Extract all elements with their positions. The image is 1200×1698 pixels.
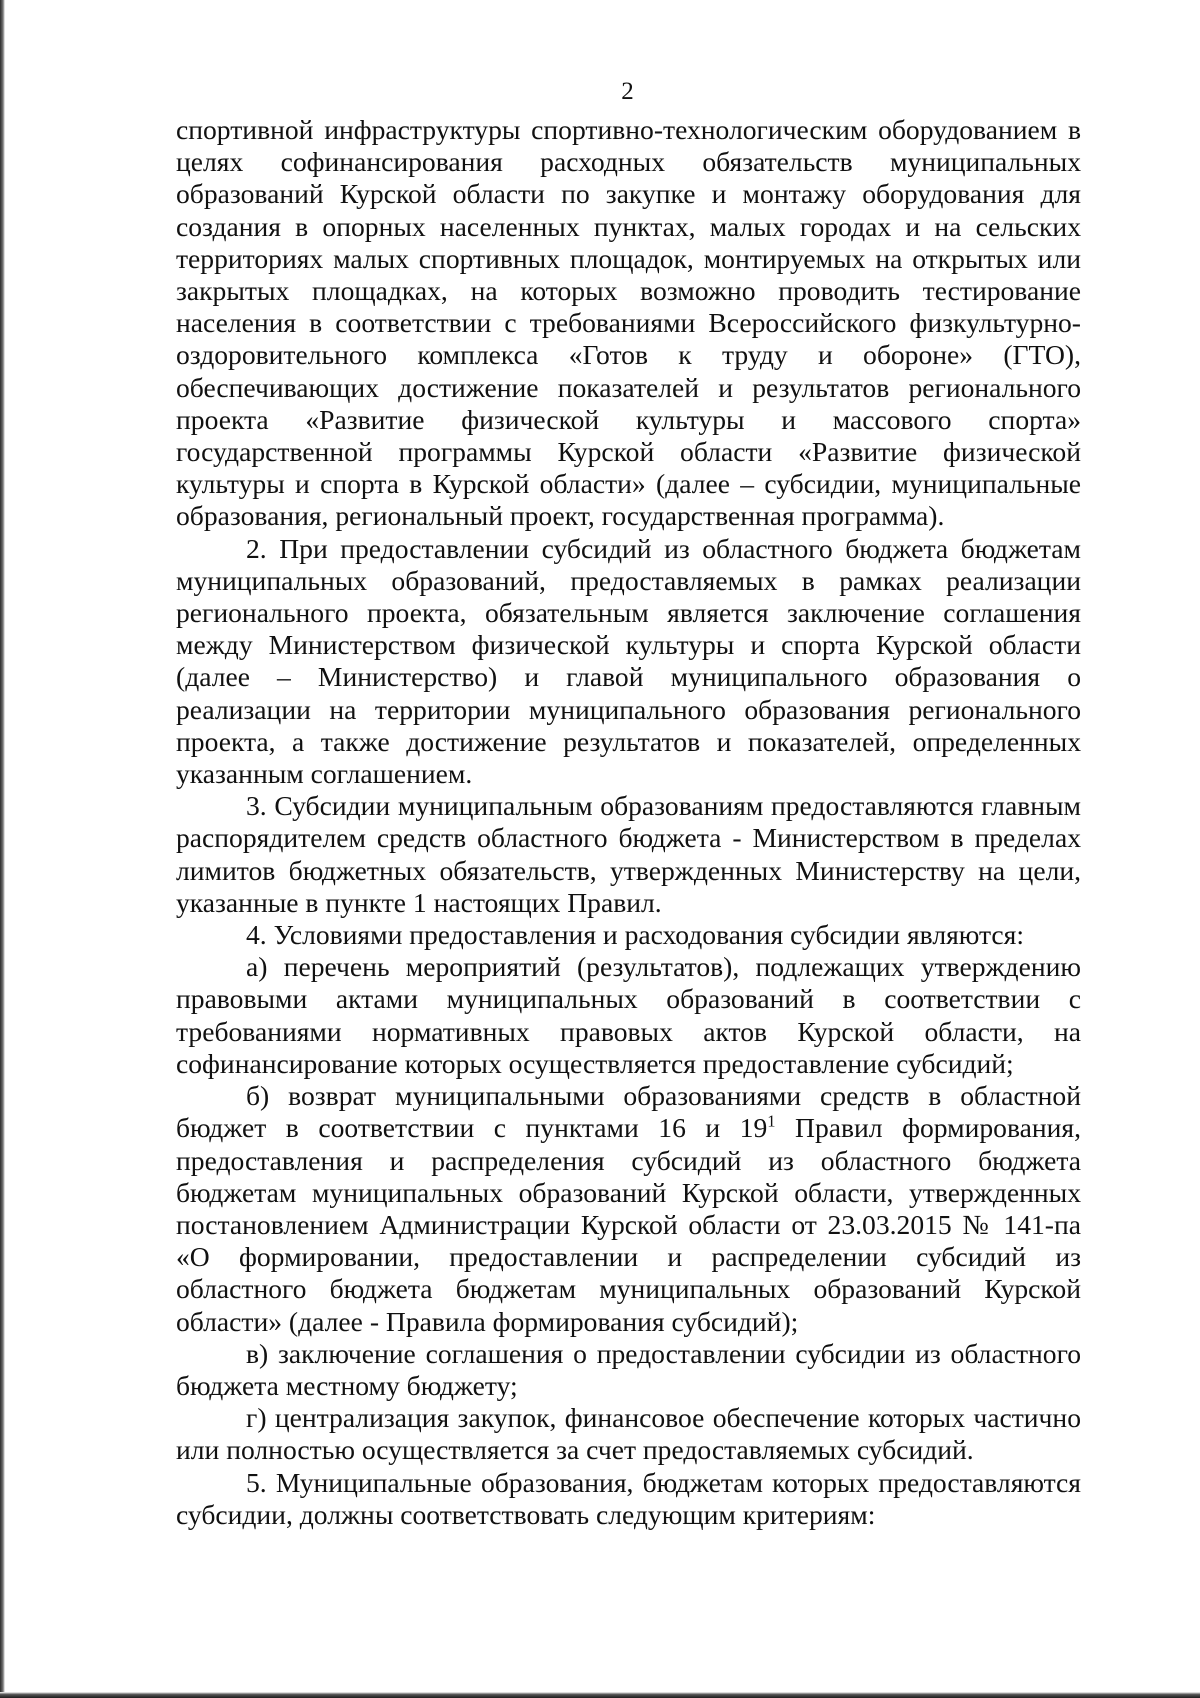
footnote-superscript: 1 [767,1111,776,1131]
scan-edge-bottom [0,1692,1200,1698]
paragraph-item-4v: в) заключение соглашения о предоставлении субсидии из областного бюджета местному бюджету; [176,1337,1081,1401]
document-body [176,114,1081,1531]
paragraph-item-4b [176,1080,1081,1338]
paragraph-item-4: 4. Условиями предоставления и расходования субсидии являются: [246,919,1025,951]
paragraph-item-5: 5. Муниципальные образования, бюджетам которых предоставляются субсидии, должны соответствовать следующим критериям: [176,1466,1081,1530]
paragraph-item-3: 3. Субсидии муниципальным образованиям предоставляются главным распорядителем средств областного бюджета - Министерством в пределах лимитов бюджетных обязательств, утвержденных Министерству на цели, указанные в пункте 1 настоящих Правил. [176,790,1081,918]
paragraph-item-4b-text-end: Правил формирования, предоставления и распределения субсидий из областного бюджета бюджетам муниципальных образований Курской области, утвержденных постановлением Администрации Курской области от 23.03.2015 № 141-па «О формировании, предоставлении и распределении субсидий из областного бюджета бюджетам муниципальных образований Курской области» (далее - Правила формирования субсидий); [176,1112,1081,1337]
paragraph-item-4b-text-start: б) возврат муниципальными образованиями средств в областной бюджет в соответствии с пунктами 16 и 19 [176,1080,1081,1144]
paragraph-intro-continued: спортивной инфраструктуры спортивно-технологическим оборудованием в целях софинансирования расходных обязательств муниципальных образований Курской области по закупке и монтажу оборудования для создания в опорных населенных пунктах, малых городах и на сельских территориях малых спортивных площадок, монтируемых на открытых или закрытых площадках, на которых возможно проводить тестирование населения в соответствии с требованиями Всероссийского физкультурно-оздоровительного комплекса «Готов к труду и обороне» (ГТО), обеспечивающих достижение показателей и результатов регионального проекта «Развитие физической культуры и массового спорта» государственной программы Курской области «Развитие физической культуры и спорта в Курской области» (далее – субсидии, муниципальные образования, региональный проект, государственная программа). [176,114,1081,532]
scan-edge-left [0,0,5,1698]
paragraph-item-4g: г) централизация закупок, финансовое обеспечение которых частично или полностью осуществляется за счет предоставляемых субсидий. [176,1402,1081,1466]
page-number: 2 [621,78,634,105]
paragraph-item-2: 2. При предоставлении субсидий из областного бюджета бюджетам муниципальных образований, предоставляемых в рамках реализации регионального проекта, обязательным является заключение соглашения между Министерством физической культуры и спорта Курской области (далее – Министерство) и главой муниципального образования о реализации на территории муниципального образования регионального проекта, а также достижение результатов и показателей, определенных указанным соглашением. [176,532,1081,790]
paragraph-item-4a: а) перечень мероприятий (результатов), подлежащих утверждению правовыми актами муниципальных образований в соответствии с требованиями нормативных правовых актов Курской области, на софинансирование которых осуществляется предоставление субсидий; [176,951,1081,1079]
